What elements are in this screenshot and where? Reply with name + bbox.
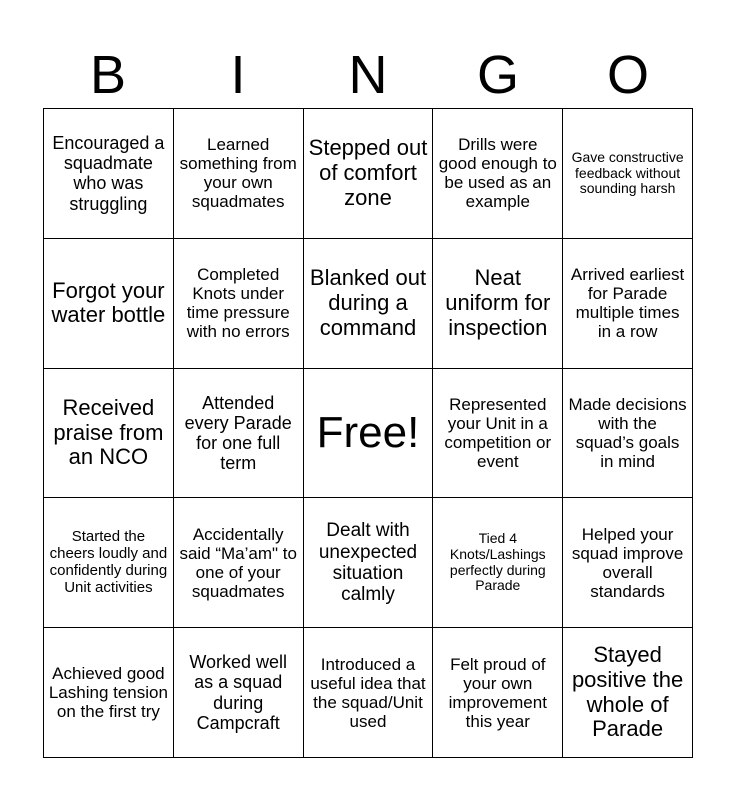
bingo-grid [43,108,693,758]
header-letter-o: O [606,45,649,105]
bingo-cell[interactable]: Encouraged a squadmate who was struggling [44,109,174,239]
bingo-cell[interactable]: Made decisions with the squad’s goals in mind [563,369,693,499]
header-letter-i: I [230,45,246,105]
bingo-cell[interactable]: Achieved good Lashing tension on the first try [44,628,174,758]
bingo-cell[interactable]: Introduced a useful idea that the squad/Unit used [304,628,434,758]
bingo-cell[interactable]: Learned something from your own squadmates [174,109,304,239]
free-space-cell[interactable]: Free! [304,369,434,499]
header-letter-n: N [348,45,388,105]
bingo-cell[interactable]: Received praise from an NCO [44,369,174,499]
bingo-cell[interactable]: Completed Knots under time pressure with no errors [174,239,304,369]
header-letter-b: B [89,45,127,105]
bingo-cell[interactable]: Tied 4 Knots/Lashings perfectly during Parade [433,498,563,628]
bingo-cell[interactable]: Blanked out during a command [304,239,434,369]
bingo-cell[interactable]: Dealt with unexpected situation calmly [304,498,434,628]
bingo-cell[interactable]: Worked well as a squad during Campcraft [174,628,304,758]
bingo-cell[interactable]: Stayed positive the whole of Parade [563,628,693,758]
bingo-cell[interactable]: Felt proud of your own improvement this year [433,628,563,758]
bingo-cell[interactable]: Accidentally said “Ma’am" to one of your squadmates [174,498,304,628]
bingo-cell[interactable]: Attended every Parade for one full term [174,369,304,499]
header-letter-g: G [476,45,519,105]
bingo-cell[interactable]: Forgot your water bottle [44,239,174,369]
bingo-cell[interactable]: Arrived earliest for Parade multiple times in a row [563,239,693,369]
bingo-cell[interactable]: Neat uniform for inspection [433,239,563,369]
bingo-cell[interactable]: Drills were good enough to be used as an example [433,109,563,239]
bingo-cell[interactable]: Started the cheers loudly and confidently during Unit activities [44,498,174,628]
bingo-cell[interactable]: Stepped out of comfort zone [304,109,434,239]
bingo-cell[interactable]: Gave constructive feedback without sounding harsh [563,109,693,239]
bingo-cell[interactable]: Helped your squad improve overall standards [563,498,693,628]
bingo-cell[interactable]: Represented your Unit in a competition or event [433,369,563,499]
bingo-header [43,40,693,110]
